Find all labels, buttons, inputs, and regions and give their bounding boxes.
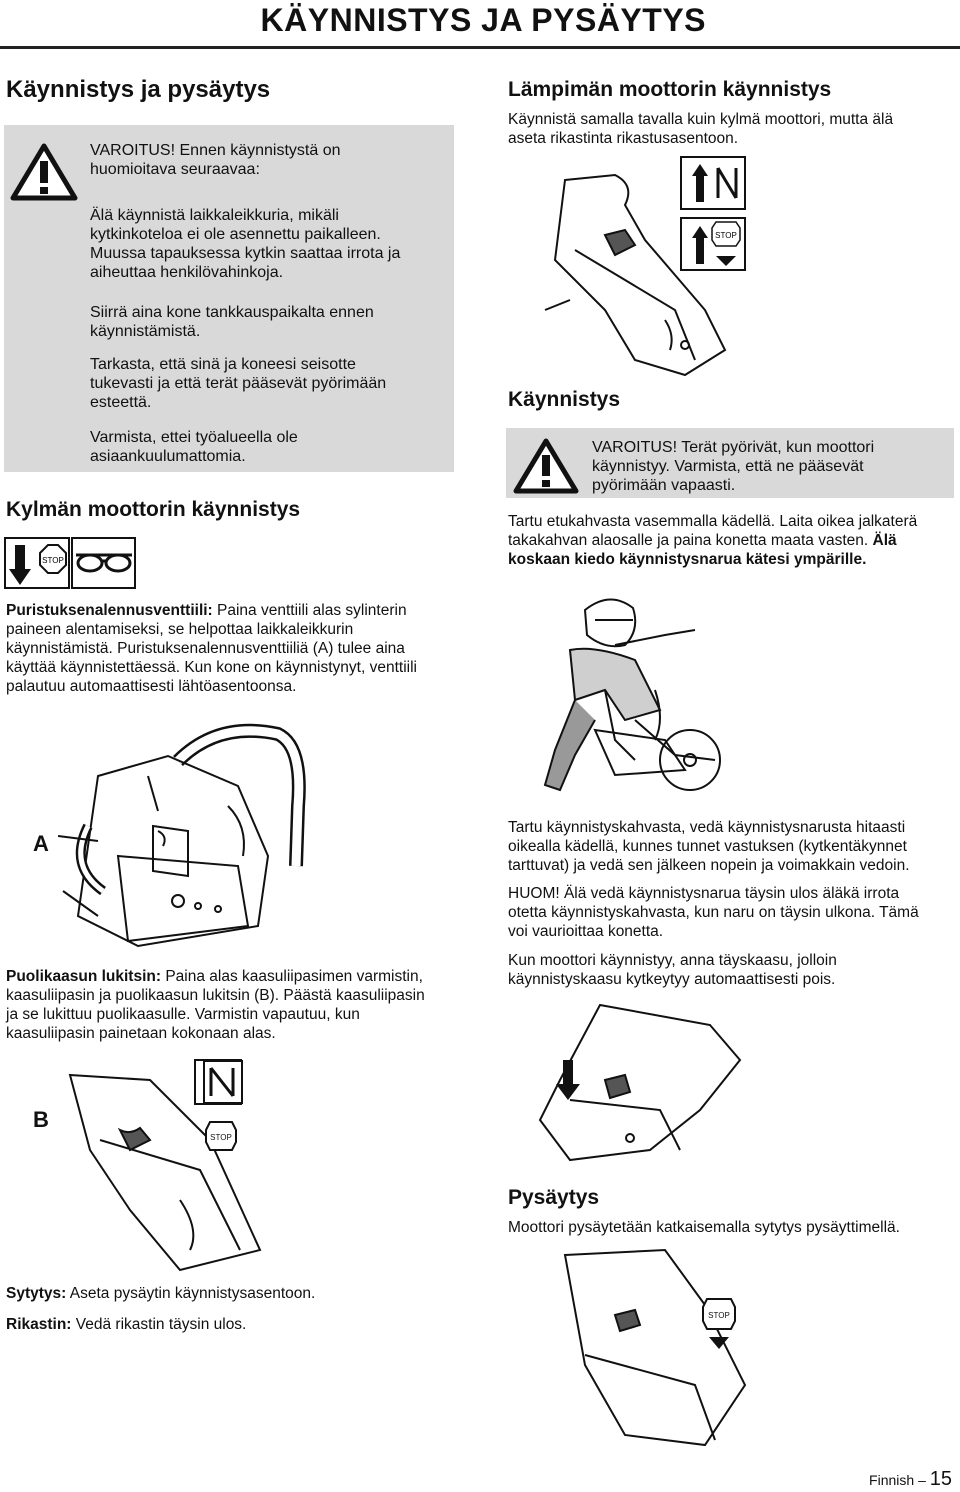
warning-triangle-icon — [513, 438, 579, 494]
warning-line: Siirrä aina kone tankkauspaikalta ennen — [90, 304, 374, 321]
decompression-text — [6, 601, 456, 696]
text-line: kaasuliipasin ja puolikaasun lukitsin (B). Päästä kaasuliipasin — [6, 987, 425, 1004]
footer-language: Finnish — [869, 1472, 915, 1488]
figure-label-a: A — [33, 831, 49, 856]
choke-label: Rikastin: — [6, 1316, 72, 1333]
half-throttle-text — [6, 967, 456, 1043]
ignition-label: Sytytys: — [6, 1285, 67, 1302]
decompression-label: Puristuksenalennusventtiili: — [6, 602, 213, 619]
text-line: Vedä rikastin täysin ulos. — [71, 1316, 247, 1333]
warning-line: tukevasti ja että terät pääsevät pyörimään — [90, 375, 387, 392]
section-heading-stopping: Pysäytys — [508, 1186, 600, 1209]
choke-icon — [203, 1060, 243, 1104]
text-line: takakahvan alaosalle ja paina konetta maata vasten. — [508, 532, 869, 549]
text-line: Aseta pysäytin käynnistysasentoon. — [66, 1285, 316, 1302]
warning-line: Tarkasta, että sinä ja koneesi seisotte — [90, 356, 356, 373]
text-line: voi vaurioittaa konetta. — [508, 923, 664, 940]
ignition-text — [6, 1284, 315, 1303]
warning-title — [90, 141, 340, 179]
text-line: Paina venttiili alas sylinterin — [212, 602, 407, 619]
warning-line: Muussa tapauksessa kytkin saattaa irrota ja — [90, 245, 401, 262]
figure-label-b: B — [33, 1107, 49, 1132]
text-line: Älä — [868, 532, 897, 549]
warning-line: asiaankuulumattomia. — [90, 448, 246, 465]
text-line: Kun moottori käynnistyy, anna täyskaasu, jolloin — [508, 952, 837, 969]
text-line: pyörimään vapaasti. — [592, 477, 736, 494]
text-line: Käynnistä samalla tavalla kuin kylmä moottori, mutta älä — [508, 111, 894, 128]
text-line: VAROITUS! Terät pyörivät, kun moottori — [592, 439, 875, 456]
text-line: käynnistämistä. Puristuksenalennusventtiiliä (A) tulee aina — [6, 640, 405, 657]
footer-separator: – — [918, 1472, 926, 1488]
warning-line: Älä käynnistä laikkaleikkuria, mikäli — [90, 207, 339, 224]
throttle-press-illustration — [530, 1000, 760, 1170]
text-line: aseta rikastinta rikastusasentoon. — [508, 130, 739, 147]
text-line: käynnistyskaasu kytkeytyy automaattisesti pois. — [508, 971, 836, 988]
page-footer — [869, 1468, 952, 1491]
warning-triangle-icon — [10, 143, 78, 201]
text-line: käyttää käynnistettäessä. Kun kone on käynnistynyt, venttiili — [6, 659, 417, 676]
text-line: käynnistyy. Varmista, että ne pääsevät — [592, 458, 864, 475]
full-throttle-text — [508, 951, 958, 989]
warning-paragraph — [90, 428, 298, 466]
choke-text — [6, 1315, 246, 1334]
stopping-text: Moottori pysäytetään katkaisemalla sytytys pysäyttimellä. — [508, 1219, 900, 1236]
warning-line: käynnistämistä. — [90, 323, 201, 340]
text-line: palautuu automaattisesti lähtöasentoonsa. — [6, 678, 297, 695]
text-line: tarttuvat) ja vedä sen jälkeen nopein ja voimakkain vedoin. — [508, 857, 910, 874]
warning-2-text — [592, 438, 874, 495]
section-heading-warm-start: Lämpimän moottorin käynnistys — [508, 78, 832, 101]
decompression-stop-icon — [4, 537, 136, 589]
text-line: Tartu käynnistyskahvasta, vedä käynnistysnarusta hitaasti — [508, 819, 906, 836]
warm-start-text — [508, 110, 893, 148]
half-throttle-label: Puolikaasun lukitsin: — [6, 968, 162, 985]
text-line: Tartu etukahvasta vasemmalla kädellä. Laita oikea jalkaterä — [508, 513, 918, 530]
text-line: ja se lukittuu puolikaasulle. Varmistin vapautuu, kun — [6, 1006, 360, 1023]
warning-paragraph — [90, 355, 386, 412]
engine-decompression-illustration — [58, 716, 378, 954]
text-line: koskaan kiedo käynnistysnarua kätesi ympärille. — [508, 551, 867, 568]
stop-icon-text: STOP — [708, 1311, 730, 1320]
text-line: oikealla kädellä, kunnes tunnet vastuksen (kytkentäkynnet — [508, 838, 907, 855]
warning-paragraph — [90, 303, 374, 341]
stop-choke-icons — [680, 156, 746, 272]
text-line: Paina alas kaasuliipasimen varmistin, — [161, 968, 423, 985]
page-number: 15 — [929, 1468, 952, 1490]
warning-line: Varmista, ettei työalueella ole — [90, 429, 298, 446]
header-rule — [0, 46, 960, 49]
pull-cord-text — [508, 818, 958, 875]
text-line: otetta käynnistyskahvasta, kun naru on täysin ulkona. Tämä — [508, 904, 919, 921]
section-heading-cold-start: Kylmän moottorin käynnistys — [6, 498, 301, 521]
page-header-title: KÄYNNISTYS JA PYSÄYTYS — [260, 2, 706, 38]
stop-switch-illustration — [545, 1245, 765, 1455]
stop-icon-text: STOP — [210, 1133, 232, 1142]
grip-text — [508, 512, 958, 569]
stop-icon-text: STOP — [715, 231, 737, 240]
stop-icon-text: STOP — [42, 556, 64, 565]
warning-title-line: VAROITUS! Ennen käynnistystä on — [90, 142, 341, 159]
section-heading-starting: Käynnistys — [508, 388, 621, 411]
text-line: paineen alentamiseksi, se helpottaa laikkaleikkurin — [6, 621, 354, 638]
text-line: kaasuliipasin painetaan kokonaan alas. — [6, 1025, 276, 1042]
text-line: HUOM! Älä vedä käynnistysnarua täysin ulos äläkä irrota — [508, 885, 900, 902]
handle-half-throttle-illustration — [60, 1050, 300, 1275]
warning-line: esteettä. — [90, 394, 152, 411]
warning-title-line: huomioitava seuraavaa: — [90, 161, 260, 178]
warning-paragraph — [90, 206, 450, 282]
operator-starting-cutter-illustration — [515, 590, 725, 805]
note-text — [508, 884, 958, 941]
section-heading-start-stop: Käynnistys ja pysäytys — [6, 76, 271, 103]
warning-line: kytkinkoteloa ei ole asennettu paikalleen. — [90, 226, 381, 243]
warning-line: aiheuttaa henkilövahinkoja. — [90, 264, 284, 281]
